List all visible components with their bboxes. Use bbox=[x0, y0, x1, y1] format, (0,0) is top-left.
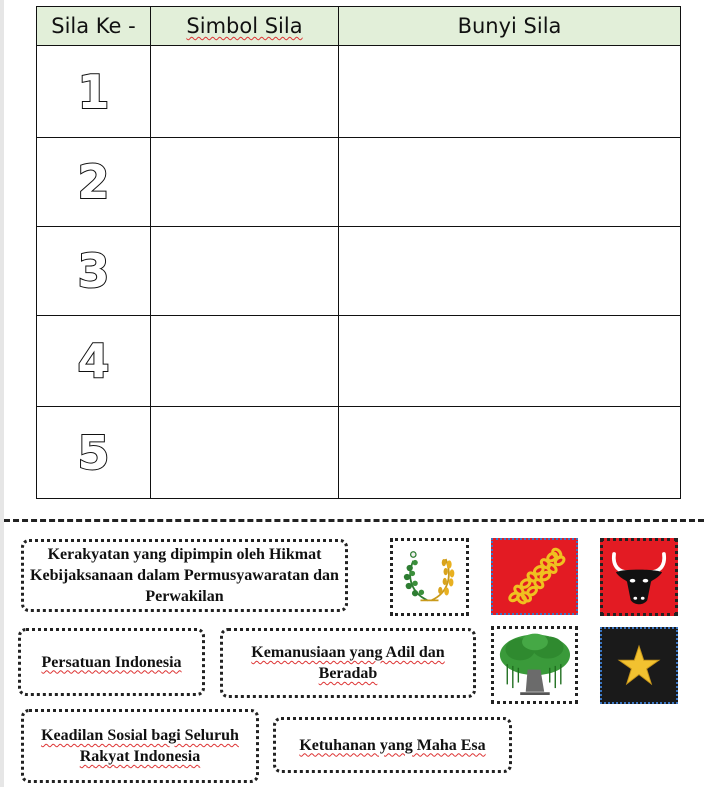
text-drop-cell[interactable] bbox=[339, 46, 681, 138]
table-row bbox=[37, 227, 681, 316]
table-row bbox=[37, 138, 681, 227]
card-keadilan-text: Keadilan Sosial bagi Seluruh Rakyat Indonesia bbox=[41, 727, 239, 765]
card-persatuan[interactable] bbox=[18, 628, 205, 696]
padi-kapas-icon bbox=[393, 541, 466, 613]
symbol-padi-kapas[interactable] bbox=[390, 538, 469, 616]
pancasila-table bbox=[36, 6, 681, 499]
header-sila-ke: Sila Ke - bbox=[37, 7, 151, 46]
text-drop-cell[interactable] bbox=[339, 407, 681, 499]
sila-number-cell: 3 bbox=[37, 227, 151, 316]
table-row bbox=[37, 46, 681, 138]
left-edge-bar bbox=[0, 0, 4, 787]
symbol-drop-cell[interactable] bbox=[151, 138, 339, 227]
card-kemanusiaan-text: Kemanusiaan yang Adil dan Beradab bbox=[251, 644, 445, 682]
card-ketuhanan-text: Ketuhanan yang Maha Esa bbox=[299, 736, 486, 754]
symbol-bintang[interactable] bbox=[600, 627, 678, 704]
card-kerakyatan[interactable] bbox=[21, 539, 348, 612]
table-row bbox=[37, 407, 681, 499]
symbol-drop-cell[interactable] bbox=[151, 227, 339, 316]
card-kerakyatan-text: Kerakyatan yang dipimpin oleh Hikmat Kebijaksanaan dalam Permusyawaratan dan Perwakilan bbox=[30, 546, 339, 605]
symbol-pohon-beringin[interactable] bbox=[491, 626, 578, 704]
table-header-row bbox=[37, 7, 681, 46]
sila-number-cell: 1 bbox=[37, 46, 151, 138]
symbol-drop-cell[interactable] bbox=[151, 46, 339, 138]
header-bunyi-sila: Bunyi Sila bbox=[339, 7, 681, 46]
bull-head-icon bbox=[603, 541, 675, 613]
sila-number-cell: 4 bbox=[37, 316, 151, 407]
symbol-rantai[interactable] bbox=[491, 538, 578, 615]
table-row bbox=[37, 316, 681, 407]
text-drop-cell[interactable] bbox=[339, 316, 681, 407]
rantai-icon bbox=[493, 540, 576, 613]
text-drop-cell[interactable] bbox=[339, 138, 681, 227]
card-keadilan[interactable] bbox=[21, 709, 259, 783]
star-icon bbox=[602, 629, 676, 702]
card-persatuan-text: Persatuan Indonesia bbox=[41, 653, 182, 671]
text-drop-cell[interactable] bbox=[339, 227, 681, 316]
sila-number-cell: 5 bbox=[37, 407, 151, 499]
sila-number-cell: 2 bbox=[37, 138, 151, 227]
card-kemanusiaan[interactable] bbox=[220, 628, 476, 698]
symbol-kepala-banteng[interactable] bbox=[600, 538, 678, 616]
header-simbol-sila: Simbol Sila bbox=[151, 7, 339, 46]
symbol-drop-cell[interactable] bbox=[151, 407, 339, 499]
symbol-drop-cell[interactable] bbox=[151, 316, 339, 407]
banyan-tree-icon bbox=[494, 629, 575, 701]
cut-line-divider bbox=[4, 519, 704, 522]
card-ketuhanan[interactable] bbox=[273, 717, 512, 773]
